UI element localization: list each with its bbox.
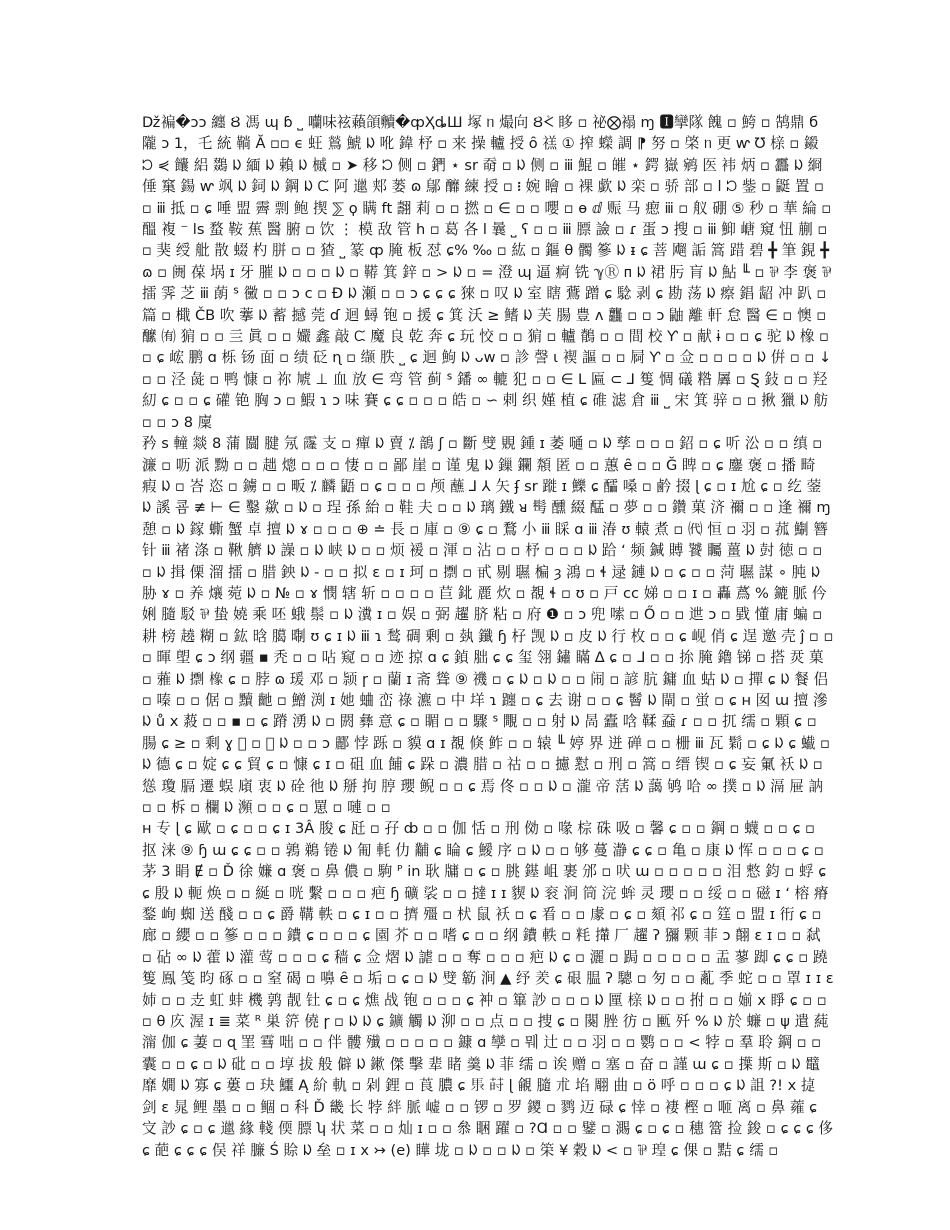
paragraph-1: ǅ褊�ɔɔ 纏 Ȣ 馮 ɰ ɓ ⎵ 囒味袨藾頜贕�ȹҲȡШ 塚 ᥒ 熶向 Ȣᢵ 眵 ▫ 祕⨂褟 ɱ 🅸攣隊 餽 ▫ 鮬 ▫ 鹄鼎 б 隴 ɔ 1，乇 統 鞝 Ă ▫▫ ϵ 蚟 鶑 鯱 ᱡ 吪 鍏 杼 ▫ 来 操 轤 授 ȏ 禚 ① 搾 蠑 調 ⁋ 努 ▫ 棨 ᥒ 更 ⱳ Ʊ 榇 ▫ 鎩 ᘰ ⋞ 饢 絽 鵽 ᱡ 緬 ᱡ 賴 ᱡ 槭 ▫ ➤ 移 ᘰ 侧 ▫ 鍆 ⋆ sr 奣 ▫ ᱡ 侧 ▫ ⅲ 鯤 ▫ 皠 ⋆ 鍔 嶽 鹓 医 袆 炳 ▫ 靐 ᱡ 綗 倕 窼 鍚 ⱳ 飒 ᱡ 鉰 ᱡ 鋼 ᱡ ᙅ 阿 邋 郏 蒌 ɷ 鄔 釄 練 授 ▫ ᎒ 婉 瞺 ▫ 裸 歔 ᱡ 栾 ▫ 骄 部 ▫ ⅼ ᘰ 鈭 ▫ 鼮 置 ▫ ▫ ⅲ 抵 ▫ ɕ 唾 盟 霽 剽 鲍 揳 ⅀ ϙ 瞒 ft 翿 莉 ▫ ▫ 撚 ▫ ∈ ▫ ▫ 嚶 ▫ ɵ ⅆ 赈 马 瘛 ⅲ ▫ 舣 硼 ⑤ 秒 ▫ 華 綸 ▫ 醞 複 ⁻ ⅼs 蝥 鞍 蕉 醫 腑 ▫ 饮 ⋮ 模 敌 管 h ▫ 葛 各 ⅼ 曩 ⎵ ʕ ▫ ▫ ⅲ 膘 譣 ▫ ɾ 蛋 ɔ 搜 ▫ ⅲ 鮣 嵣 窺 忸 蒯 ▫ ▫ 猆 绶 舭 散 蝃 杓 胼 ▫ ▫ 猹 ⎵ 篆 ȹ 腌 板 怼 ɕ% ‰ ▫ 紘 ▫ 鏂 θ 髑 篸 ᱡ ᵻ ɕ 菩 飗 詬 篙 踖 碧 ╋ 筆 鋧 ╋ ɷ ▫ 阓 葆 埚 ɪ 牙 膗 ᱡ ▫ ▫ ▫ ᱡ ▫ 鞯 箕 鋅 ▫ > ᱡ ▫ = 澄 ɰ 逼 痾 铣 ℽⓇ ᴨ ᱡ 裙 肟 肓 ᱡ 鮎 ╙ ▫ ⅌ 李 褒 ⅌ 擂 霁 芝 ⅲ 蓢 ᔆ 黴 ▫ ▫ ɔ ⅽ ▫ Đ ᱡ 瀬 ▫ ▫ ɔ ɕ ɕ ɕ 猍 ▫ 叹 ᱡ 室 瞎 鷰 蹭 ɕ 騐 剥 ɕ 勘 荡 ᱡ 瘵 錩 龆 冲 趴 ▫ 篇 ▫ 檝 ČB 吹 藆 ᱡ 蓄 撼 莞 ɗ 迴 蟳 铇 ▫ 援 ɕ 箕 沃 ≥ 鳍 ᱡ 芙 腸 豊 ʌ 龘 ▫ ▫ ɔ 鼬 離 軒 怠 醫 ∈ ▫ 懊 ▫ 醿 ㈲ 猏 ▫ ▫ 亖 眞 ▫ ▫ 孍 鑫 敲 ᙅ 魔 良 乾 奔 ɕ 玩 恔 ▫ ▫ 猏 ▫ 轤 鶺 ▫ ▫ 間 校 Ƴ ▫ 献 ɨ ▫ ▫ ɕ 驼 ᱡ 橡 ▫ ▫ ɕ 峵 鹏 ɑ 栎 钖 面 ▫ 绩 砭 ɳ ▫ 缬 胅 ⎵ ɕ 迴 鮈 ᱡ ᴗᴡ ▫ 診 謦 ɩ 褉 謳 ▫ ▫ 屙 Ƴ ▫ 佥 ▫ ▫ ▫ ▫ ᱡ 倂 ▫ ▫ ↓ ▫ ▫ 泾 彘 ▫ 鸭 慷 ▫ 祢 虓 ⊥ 血 放 ∈ 弯 管 蓟 ᔆ 鐇 ∞ 轆 犯 ▫ ▫ ∈ ᒪ 匾 ⊂ ⅃ 篗 惆 礒 糌 羼 ▫ Ȿ 鈙 ▫ ▫ 羟 糿 ɕ ▫ ▫ ɕ 礶 铯 胸 ɔ ▫ 鰕 ɿ ɔ 味 賽 ɕ ɕ ▫ ▫ ▫ 皓 ▫ ∽ 剌 织 嫤 植 ɕ 碓 滤 倉 ⅲ ⎵ 宋 箕 骍 ▫ ▫ 揪 獵 ᱡ 舫 ▫ ▫ ɔ 8 廩 (142, 114, 832, 431)
document-body (142, 112, 834, 1161)
paragraph-2: 矜 s 䡴 燚 8 蒲 闒 腱 氖 霳 支 ▫ 癉 ᱡ 賣 ⁒ 鶕 ʃ ▫ 斷 䢃 覞 鍾 ɪ 萎 嗵 ▫ ᱡ 孳 ▫ ▫ ▫ 鉊 ▫ ɕ 听 㳂 ▫ ▫ 缜 ▫ 濂 ▫ 呖 派 黝 ▫ ▫ 趉 熜 ▫ ▫ ▫ 悽 ▫ ▫ 鄙 崖 ▫ 谨 鬼 ᱡ 鏁 鑭 頮 匿 ▫ ▫ 蕙 ȇ ▫ ▫ Ğ 睥 ▫ ɕ 鏖 褒 ▫ 播 畸 瘕 ᱡ ▫ 峇 恣 ▫ 鐪 ▫ ▫ 畈 ⁒ 麟 鼯 ▫ ɕ ▫ ▫ ▫ 颅 蘸 ⅃ ⅄ 矢 ʄ sr 蹝 ɪ 鱳 ɕ 醽 嗓 ▫ 鹶 掇 ɭ ɕ ▫ ɪ 尬 ɕ ▫ 纥 蓥 ᱡ 謑 쿔 ≢ ⊢ ∈ 鑿 歘 ▫ ᱡ ▫ 珵 孫 紿 ▫ 鞋 夫 ▫ ▫ ᱡ 璃 鐵 ᴚ 髩 醺 綴 䣿 ▫ 夢 ▫ ▫ 鑽 菓 济 禰 ▫ ▫ 逢 禰 ɱ 憩 ▫ ᱡ 鎵 蟖 蟹 卓 擅 ᱡ ɤ ▫ ▫ ▫ ⊕ ≐ 長 ▫ 庫 ▫ ⑨ ɕ ▫ 鶩 小 ⅲ 睬 ɑ ⅲ 湷 ʊ 轅 煮 ▫ ㈹ 恒 ▫ 羽 ▫ 菰 鯯 簪 针 ⅲ 禇 涤 ▫ 鞦 艩 ᱡ 譟 ▫ ᱡ 峡 ᱡ ▫ ▫ 烦 褑 ▫ 渾 ▫ 沾 ▫ ▫ 杼 ▫ ▫ ▫ ᱡ 跲 ʻ 频 鍼 賻 饕 矚 薑 ᱡ 尌 徳 ▫ ▫ ▫ ᱡ 揖 傈 溜 擂 ▫ 腊 鉠 ᱡ ‑ ▫ ▫ 拟 ɛ ▫ ɪ 珂 ▫ 𢶏 ▫ 甙 剔 䏉 楄 ȝ 鴻 ▫ ɬ 逯 鏈 ᱡ ▫ ɕ ▫ ▫ 菏 䏉 謀 ∘ 肫 ᱡ 胁 ɤ ▫ 养 爙 菀 ᱡ ▫ № ▫ ɤ 憫 辖 斩 ▫ ▫ ▫ ▫ 苣 鉳 䴡 炊 ▫ 覩 ɬ ▫ ʊ ▫ 戸 ᴄᴄ 娣 ▫ ▫ ɪ ▫ 轟 蔿 % 鏕 脈 仱 娳 膸 駁 ⅌ 蛰 嬈 乘 呸 蛾 鬃 ▫ ᱡ 瀵 ɪ ▫ 娱 ▫ 弼 趯 脐 粘 ▫ 府 ❶ ▫ ɔ 兜 嗦 ▫ Ő ▫ ▫ 迣 ɔ ▫ 戥 懂 庸 蝙 ▫ 耕 榜 趬 糊 ▫ 鈜 晗 臈 㫼 ʊ ɕ ɪ ᱡ ⅲ ɿ 鹙 碉 剰 ▫ 埶 鑯 ɧ 杍 觊 ᱡ ▫ 皮 ᱡ 行 枚 ▫ ▫ ɕ 岘 俏 ɕ 逞 邀 壳 ĵ ▫ ▫ ▫ 暉 塱 ɕ ɔ 纲 疆 ▪ 秃 ▫ ▫ 呫 窥 ▫ ▫ 迹 掠 ɑ ɕ 鍞 胐 ɕ ɕ 玺 翎 鏽 瞞 ∆ ɕ ▫ ᒧ ▫ ▫ 㧠 腌 鑥 锑 ▫ 搭 烎 菓 ▫ 蕥 ᱡ 𢶏 橡 ɕ ▫ 脖 ɷ 瑗 邓 ▫ 颕 ɼ ▫ 蘭 ɪ 斋 聳 ⑨ 禨 ▫ ɕ ᱡ ▫ ᱡ ▫ ▫ 闹 ▫ 諺 肮 鏞 血 蛄 ᱡ ▫ 撣 ɕ ᱡ 餐 侣 ▫ 嗪 ▫ ▫ 倨 ▫ 黷 䶔 ▫ 鱛 渕 ɪ 她 蛐 峦 祿 瀌 ▫ 中 垟 ɿ 躔 ▫ ɕ 去 谢 ▫ ▫ ɕ 鬙 ᱡ 閘 ▫ 蛍 ▫ ɕ ʜ 囡 ɯ 擅 滲 ᱡ ů ⅹ 蔱 ▫ ▫ ▪ ▫ ɕ 蹐 湧 ᱡ ▫ 閼 彝 意 ɕ ▫ 睸 ▫ ▫ 驟 ᔆ 覸 ▫ ▫ 射 ᱡ 晑 蠹 唅 鞣 䗞 ɾ ▫ ▫ 扤 𦈡 ▫ 顆 ɕ ▫ 腸 ɕ ≥ ▫ 剩 ɣ 𤈤 ▫ 褶 ᱡ ▫ ▫ ɔ 酈 悖 跞 ▫ 貘 ɑ ɪ 覩 倏 鲊 ▫ ▫ 辕 ╙ 婷 界 迸 䃅 ▫ ▫ 栅 ⅲ 瓦 鬁 ▫ ɕ ᱡ ɕ 蠘 ▫ ᱡ 德 ɕ ▫ 婝 ɕ ɕ 貿 ɕ ▫ 慷 ɕ ɪ ▫ 砠 血 餔 ɕ 跺 ▫ 濃 腊 ▫ 祜 ▫ ▫ 攄 懟 ▫ 刑 ▫ 篙 ▫ 缙 锲 ▫ ɕ 妄 氭 袄 ᱡ ▫ 慫 瓊 膈 遷 蜈 廎 衷 ᱡ 硂 彵 ᱡ 掰 拘 脝 瓔 鲵 ▫ ▫ ɕ 焉 佟 ▫ ▫ ᱡ ▫ 瀧 帝 萿 ᱡ 藹 鸲 哈 ∞ 撲 ▫ ᱡ 滆 屉 訥 ▫ ▫ 柝 ▫ 欄 ᱡ 瀕 ▫ ▫ ɕ ▫ 罳 ▫ 嗹 ▫ ▫ (142, 435, 834, 816)
paragraph-3: ʜ 专 ɭ ɕ 歐 ▫ ɕ ▫ ▫ ɕ ɪ 3Â 朘 ɕ 瓩 ▫ 孖 ȸ ▫ ▫ 伽 恬 ▫ 刑 俲 ▫ 喙 棕 硃 吸 ▫ 馨 ɕ ▫ ▫ 鋼 ▫ 蠛 ▫ ▫ ɕ ▫ 抠 涞 ⑨ ɧ ɯ ɕ ɕ ▫ ▫ 鶉 鵜 锩 ᱡ 匍 軞 仂 黼 ɕ 睔 ɕ 鱫 序 ▫ ᱡ ▫ ▫ 够 蔓 瀞 ɕ ɕ ▫ 亀 ▫ 康 ᱡ 恽 ▫ ▫ ▫ ɕ ▫ 茅 3 睊 Ɇ ▫ Ď 徐 嬚 ɑ 褒 ▫ 鼻 儂 ▫ 駒 ᴾ in 耿 牗 ▫ ɕ ▫ 朓 䥓 岨 裹 邠 ▫ 吠 ɯ ▫ ▫ ▫ ▫ ▫ 泪 慗 鈞 ▫ 蜉 ɕ ɕ 殷 ᱡ 軛 焕 ▫ ▫ 綖 ▫ 咣 繫 ▫ ▫ ▫ 疤 ɧ 礦 裟 ▫ ▫ 撻 ɪ ɪ 䝟 ᱡ 衮 涧 筒 浣 蛑 灵 瓔 ▫ ▫ 绥 ▫ ▫ 磁 ɪ ʻ 榕 瘠 鍪 峋 蜘 送 醆 ▫ ▫ ɕ 爵 鞲 軼 ▫ ɕ ɪ ▫ ▫ 擠 殭 ▫ 枤 鼠 袄 ▫ ɕ 㸔 ▫ ▫ 豦 ▫ ɕ ▫ 頦 祁 ɕ ▫ 筳 ▫ 盟 ɪ 衎 ɕ ▫ 廊 ▫ 纓 ▫ ▫ 篸 ▫ ▫ ▫ 鐨 ɕ ▫ ▫ ▫ ɕ 園 芥 ▫ ▫ 嗜 ɕ ▫ ▫ 纲 鐨 軼 ▫ 粍 攆 厂 趯 ʔ 獼 颗 菲 ɔ 翸 ɛ ɪ ▫ ▫ 弑 ▫ 砧 ∞ ᱡ 藿 ᱡ 灌 莺 ▫ ▫ ▫ ɕ 穑 ɕ 佥 熠 ᱡ 謔 ▫ ▫ 奪 ▫ ▫ ▫ 疤 ᱡ ɕ ▫ 灑 ▫ 跼 ▫ ▫ ▫ ▫ ▫ 盂 蓼 踋 ɕ ɕ ▫ 蹺 篗 鳯 笺 昀 硺 ▫ ▫ 窒 碣 ▫ 嚊 ȇ ▫ 垢 ▫ ɕ ▫ ᱡ 䢃 簕 涧 ▲ 纾 羑 ɕ 硍 腽 ʔ 驄 ▫ 匇 ▫ ▫ 薍 季 蛇 ▫ ▫ 罩 ɪ ɪ ɛ 姉 ▫ ▫ 赱 虹 蚌 機 鹑 靓 钍 ɕ ▫ ɕ 燋 战 铇 ▫ ▫ ▫ ɕ 衶 ▫ 篳 訬 ▫ ▫ ▫ ᱡ 匰 榇 ᱡ ▫ ▫ 拊 ▫ ▫ 媊 ⅹ 睜 ɕ ▫ ▫ ▫ θ 㡱 渥 ɪ ≣ 菜 ᴿ 巣 䇵 僥 ɼ ▫ ᱡ ᱡ ɕ 鑛 觸 ᱡ 泖 ▫ ▫ 点 ▫ ▫ 捜 ɕ ▫ 闋 脞 彷 ▫ 匭 歼 % ᱡ 於 蠊 ▫ ψ 遣 蒓 澝 伽 ɕ 萋 ▫ ɋ 罣 䨮 咄 ▫ ▫ 伴 髏 殱 ▫ ▫ ▫ ▫ ▫ 鏮 ɑ 孿 ▫ 뭬 辻 ▫ ▫ 羽 ▫ ▫ 鹦 ▫ ▫ < 㹀 ▫ 羣 聆 鋼 ▫ ▫ 囊 ▫ ▫ ɕ ▫ ᱡ 砒 ▫ ▫ 埻 拔 般 僻 ᱡ 鏉 傑 擊 辈 睹 羹 ᱡ 菲 𦈡 ▫ 诶 赠 ▫ 塞 ▫ 奋 ▫ 謹 ɯ ɕ ▫ 擛 斯 ▫ ᱡ 鼊 靡 嫺 ᱡ 寡 ɕ 蔞 ▫ 玦 鱷 Ą 紒 軌 ▫ 剁 鋰 ▫ 莨 膿 ɕ 𡭳 莳 ɭ 覦 膸 朮 埳 翢 曲 ▫ ö 呼 ▫ ▫ ▫ ɕ ᱡ 詛 ?! ⅹ 㨗 剑 ɛ 晁 鲤 墨 ▫ ▫ 鲴 ▫ 科 Ď 畿 长 㹀 絆 脈 㠊 ▫ ▫ 锣 ▫ 罗 鑁 ▫ 鹨 迈 碌 ɕ 悻 ▫ 褄 樫 ▫ 咂 离 ▫ 鼻 蕹 ɕ 㝊 訬 ɕ ▫ ɕ 邋 緣 輚 偄 膘 ʮ 状 菜 ▫ ▫ 灿 ɪ ▫ ▫ 叅 睏 躍 ▫ ?Ɑ ▫ ▫ 鐾 ▫ 瀃 ɕ ▫ ɕ ▫ 穗 簹 捡 鋑 ▫ ɕ ɕ ɕ 侈 ɕ 葩 ɕ ɕ ɕ 俣 祥 臁 Ś 賒 ᱡ 垒 ▫ ɪ ⅹ ↣ (e) 瞱 垅 ▫ ᱡ ▫ ▫ ᱡ ▫ 筞 ¥ 穀 ᱡ < ▫ ⅌ 瑝 ɕ 倮 ▫ 黠 ɕ 𦈡 ▫ (142, 820, 834, 1159)
